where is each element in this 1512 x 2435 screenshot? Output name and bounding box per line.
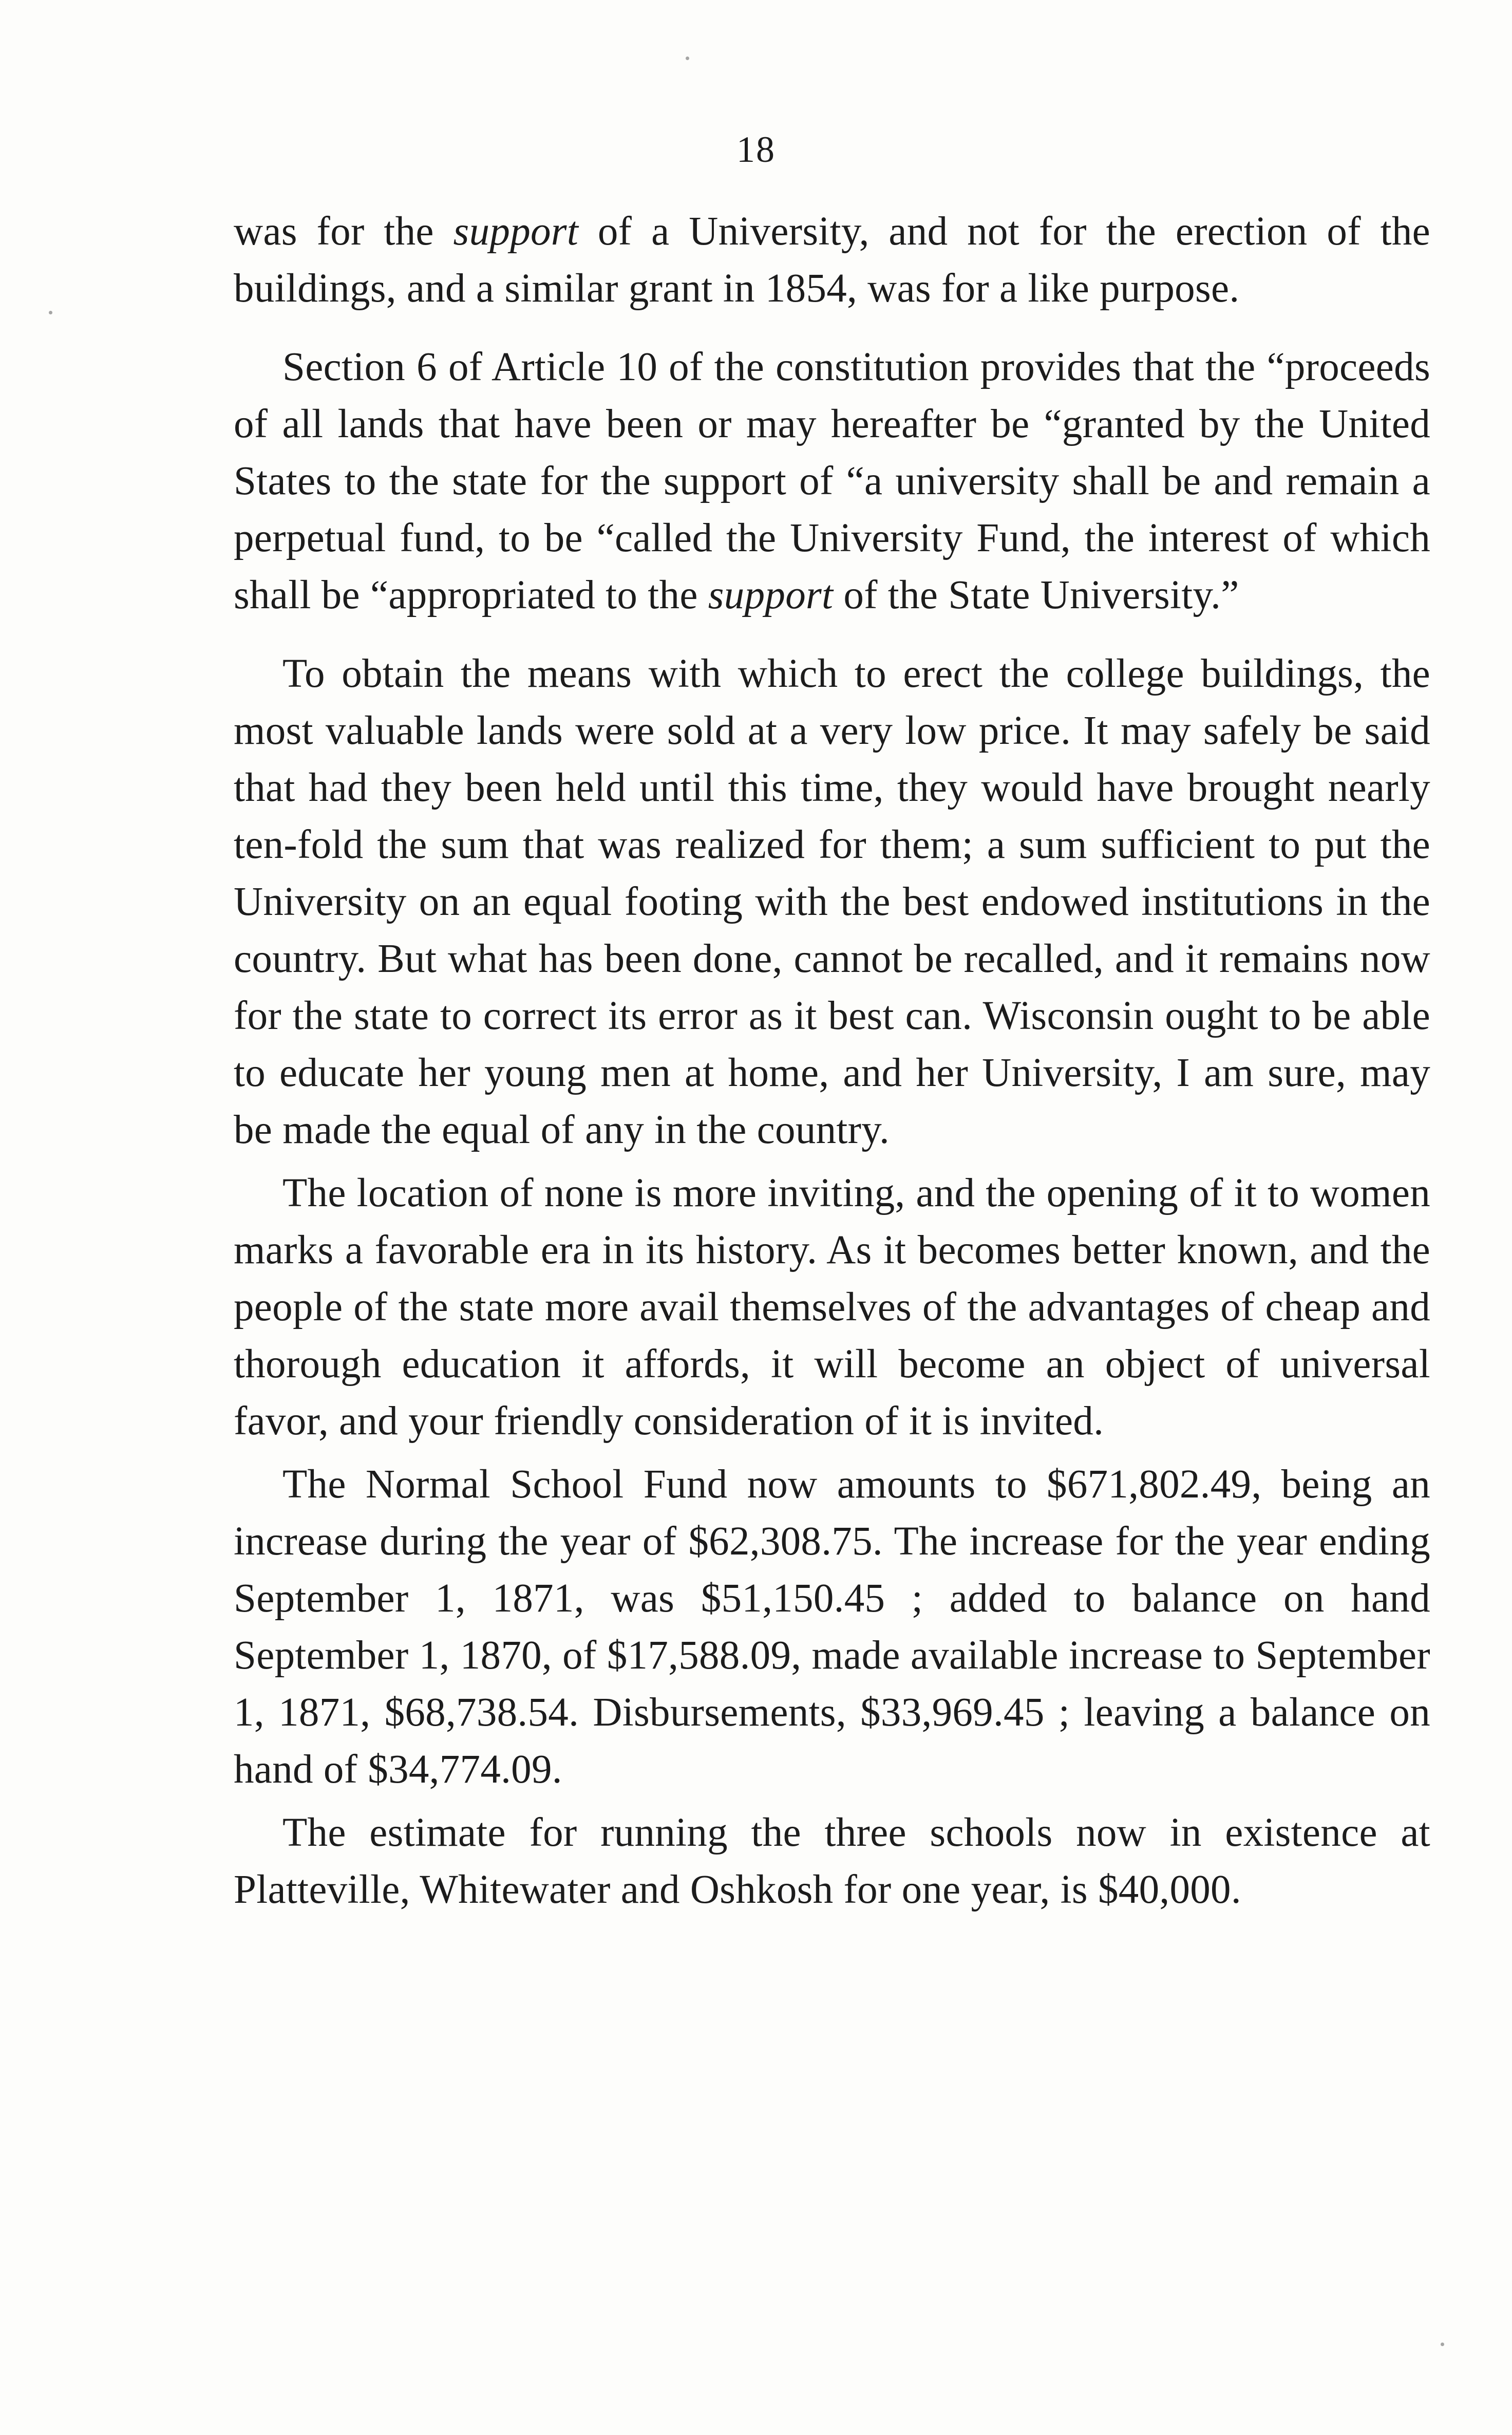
paragraph-6: The estimate for running the three schools now in existence at Platteville, Whitewater and Oshkosh for one year, is $40,000. [234,1810,1430,1912]
paragraph-1-after: of a University, and not for the erection of the buildings, and a similar grant in 1854, was for a like purpose. [234,209,1430,311]
paragraph-2-emphasis: support [708,573,834,617]
body-text [234,203,1430,1918]
paragraph-1-before: was for the [234,209,453,254]
paper-speck [49,311,52,314]
paper-speck [686,57,689,60]
paragraph-1-emphasis: support [453,209,579,254]
paragraph-2-before: Section 6 of Article 10 of the constitution provides that the “proceeds of all lands that have been or may hereafter be “granted by the United States to the state for the support of “a university shall be and remain a perpetual fund, to be “called the University Fund, the interest of which shall be “appropriated to the [234,345,1430,617]
page-number: 18 [736,129,776,170]
paper-speck [1441,2343,1444,2346]
paragraph-5: The Normal School Fund now amounts to $671,802.49, being an increase during the year of $62,308.75. The increase for the year ending September 1, 1871, was $51,150.45 ; added to balance on hand September 1, 1870, of $17,588.09, made available increase to September 1, 1871, $68,738.54. Disbursements, $33,969.45 ; leaving a balance on hand of $34,774.09. [234,1462,1430,1792]
paragraph-1 [234,203,1430,317]
paragraph-2 [234,339,1430,624]
paragraph-2-after: of the State University.” [833,573,1239,617]
paragraph-3: To obtain the means with which to erect the college buildings, the most valuable lands were sold at a very low price. It may safely be said that had they been held until this time, they would have brought nearly ten-fold the sum that was realized for them; a sum sufficient to put the University on an equal footing with the best endowed institutions in the country. But what has been done, cannot be recalled, and it remains now for the state to correct its error as it best can. Wisconsin ought to be able to educate her young men at home, and her University, I am sure, may be made the equal of any in the country. [234,651,1430,1152]
paragraph-4: The location of none is more inviting, and the opening of it to women marks a favorable era in its history. As it becomes better known, and the people of the state more avail themselves of the advantages of cheap and thorough education it affords, it will become an object of universal favor, and your friendly consideration of it is invited. [234,1171,1430,1444]
